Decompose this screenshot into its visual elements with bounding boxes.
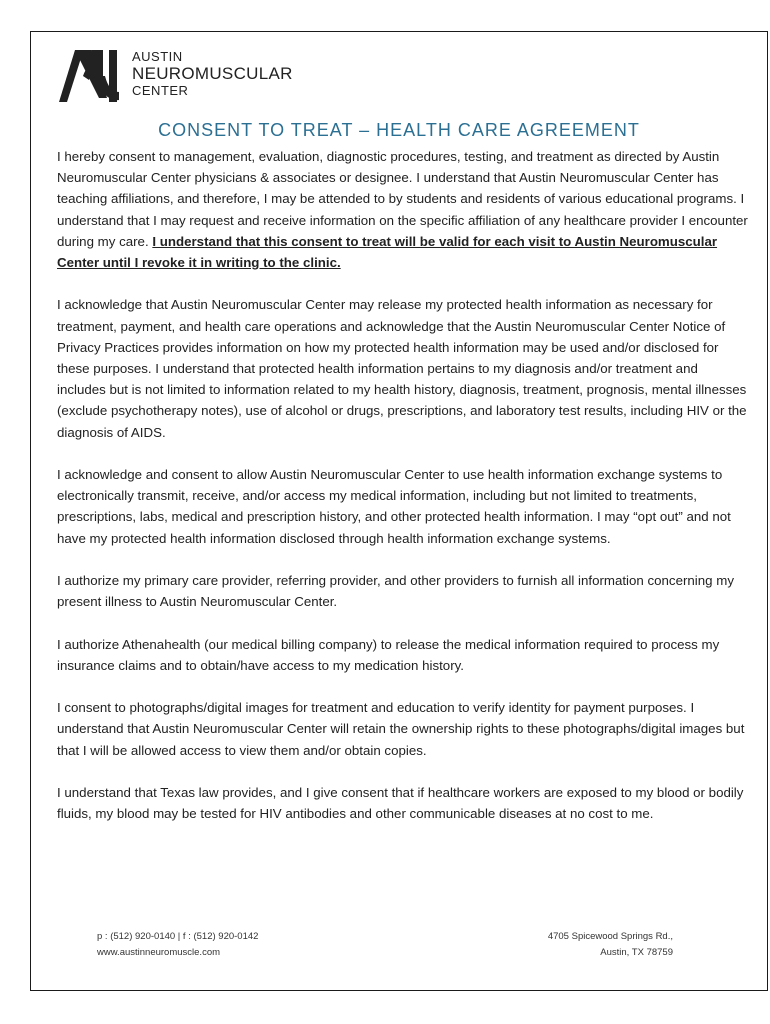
paragraph-photo-consent: I consent to photographs/digital images for treatment and education to verify identity for payment purposes. I understand that Austin Neuromuscular Center will retain the ownership rights to these photographs/digital images but that I will be allowed access to view them and/or obtain copies. bbox=[57, 700, 745, 758]
document-page bbox=[30, 31, 768, 991]
clinic-logo bbox=[57, 46, 293, 104]
paragraph-hie-consent: I acknowledge and consent to allow Austin Neuromuscular Center to use health information exchange systems to electronically transmit, receive, and/or access my medical information, including but not limited to treatments, prescriptions, labs, medical and prescription history, and other protected health information. I may “opt out” and not have my protected health information disclosed through health information exchange systems. bbox=[57, 467, 731, 546]
footer-phone-fax: p : (512) 920-0140 | f : (512) 920-0142 bbox=[97, 931, 259, 942]
document-title: CONSENT TO TREAT – HEALTH CARE AGREEMENT bbox=[158, 120, 640, 140]
logo-line-center: CENTER bbox=[132, 83, 189, 98]
anc-logo-mark-icon bbox=[57, 46, 127, 104]
paragraph-billing-authorization: I authorize Athenahealth (our medical billing company) to release the medical information required to process my insurance claims and to obtain/have access to my medication history. bbox=[57, 636, 720, 673]
paragraph-phi-release: I acknowledge that Austin Neuromuscular Center may release my protected health information as necessary for treatment, payment, and health care operations and acknowledge that the Austin Neuromuscular Center Notice of Privacy Practices provides information on how my protected health information may be used and/or disclosed for these purposes. I understand that protected health information pertains to my diagnosis and/or treatment and includes but is not limited to information related to my health history, diagnosis, treatment, prognosis, mental illnesses (exclude psychotherapy notes), use of alcohol or drugs, prescriptions, and laboratory test results, including HIV or the diagnosis of AIDS. bbox=[57, 297, 747, 440]
footer-address bbox=[548, 929, 673, 961]
paragraph-consent-to-treat bbox=[57, 146, 749, 273]
logo-line-neuromuscular: NEUROMUSCULAR bbox=[132, 64, 293, 83]
footer-city: Austin, TX 78759 bbox=[600, 947, 673, 958]
footer-website: www.austinneuromuscle.com bbox=[97, 947, 221, 958]
consent-body bbox=[57, 146, 749, 824]
logo-wordmark bbox=[132, 50, 293, 97]
consent-validity-statement: I understand that this consent to treat will be valid for each visit to Austin Neuromuscular Center until I revoke it in writing to the clinic. bbox=[57, 233, 718, 271]
paragraph-text: I hereby consent to management, evaluation, diagnostic procedures, testing, and treatment as directed by Austin Neuromuscular Center physicians & associates or designee. I understand that Austin Neuromuscular Center has teaching affiliations, and therefore, I may be attended to by students and residents of various educational programs. I understand that I may request and receive information on the specific affiliation of any healthcare provider I encounter during my care. bbox=[57, 149, 748, 249]
logo-line-austin: AUSTIN bbox=[132, 49, 183, 64]
footer-contact bbox=[97, 929, 258, 961]
footer-street: 4705 Spicewood Springs Rd., bbox=[547, 931, 673, 942]
paragraph-provider-authorization: I authorize my primary care provider, referring provider, and other providers to furnish all information concerning my present illness to Austin Neuromuscular Center. bbox=[57, 573, 734, 610]
paragraph-hiv-testing: I understand that Texas law provides, and I give consent that if healthcare workers are exposed to my blood or bodily fluids, my blood may be tested for HIV antibodies and other communicable diseases at no cost to me. bbox=[57, 785, 744, 822]
